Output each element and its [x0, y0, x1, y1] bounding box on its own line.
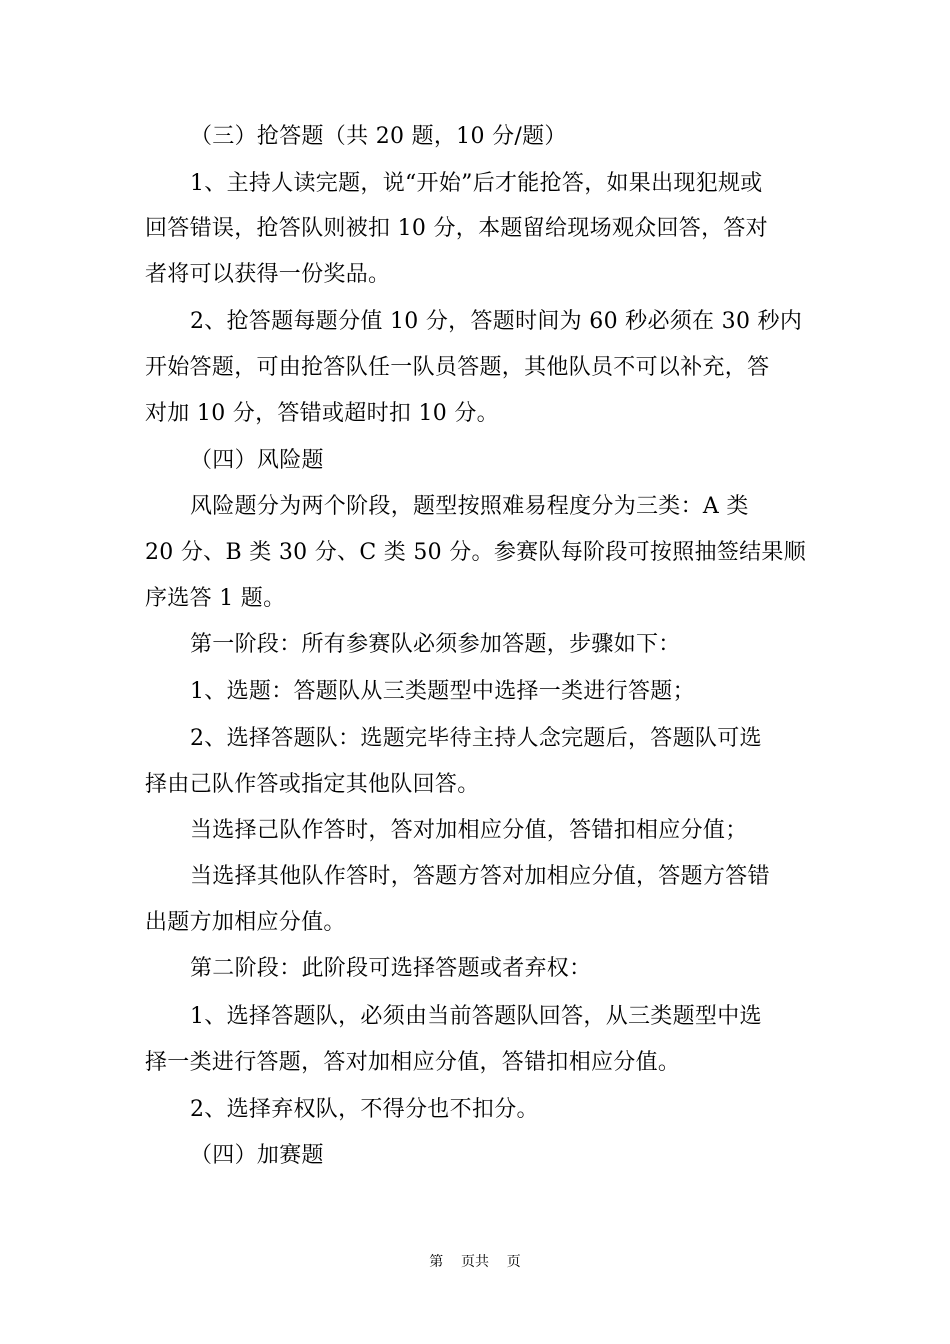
- paragraph-line: 者将可以获得一份奖品。: [145, 262, 391, 287]
- paragraph-line: 回答错误，抢答队则被扣 10 分，本题留给现场观众回答，答对: [145, 216, 768, 241]
- section-heading-4: （四）风险题: [190, 448, 324, 473]
- paragraph-line: 2、选择弃权队，不得分也不扣分。: [190, 1097, 539, 1122]
- paragraph-line: 当选择己队作答时，答对加相应分值，答错扣相应分值；: [190, 818, 748, 843]
- paragraph-line: 择一类进行答题，答对加相应分值，答错扣相应分值。: [145, 1050, 681, 1075]
- paragraph-line: 2、抢答题每题分值 10 分，答题时间为 60 秒必须在 30 秒内: [190, 309, 803, 334]
- paragraph-line: 择由己队作答或指定其他队回答。: [145, 772, 480, 797]
- paragraph-line: 序选答 1 题。: [145, 586, 286, 611]
- section-heading-3: （三）抢答题（共 20 题，10 分/题）: [190, 124, 567, 149]
- paragraph-line: 对加 10 分，答错或超时扣 10 分。: [145, 401, 499, 426]
- paragraph-line: 风险题分为两个阶段，题型按照难易程度分为三类：A 类: [190, 494, 749, 519]
- page-footer: 第 页共 页: [429, 1254, 521, 1270]
- paragraph-line: 开始答题，可由抢答队任一队员答题，其他队员不可以补充，答: [145, 355, 770, 380]
- paragraph-line: 当选择其他队作答时，答题方答对加相应分值，答题方答错: [190, 864, 770, 889]
- paragraph-line: 2、选择答题队：选题完毕待主持人念完题后，答题队可选: [190, 726, 762, 751]
- section-heading-extra: （四）加赛题: [190, 1143, 324, 1168]
- paragraph-line: 1、选题：答题队从三类题型中选择一类进行答题；: [190, 679, 695, 704]
- paragraph-line: 1、选择答题队，必须由当前答题队回答，从三类题型中选: [190, 1004, 762, 1029]
- paragraph-line: 1、主持人读完题，说“开始”后才能抢答，如果出现犯规或: [190, 171, 763, 196]
- paragraph-line: 第二阶段：此阶段可选择答题或者弃权：: [190, 956, 592, 981]
- paragraph-line: 20 分、B 类 30 分、C 类 50 分。参赛队每阶段可按照抽签结果顺: [145, 540, 807, 565]
- paragraph-line: 第一阶段：所有参赛队必须参加答题，步骤如下：: [190, 632, 681, 657]
- paragraph-line: 出题方加相应分值。: [145, 910, 346, 935]
